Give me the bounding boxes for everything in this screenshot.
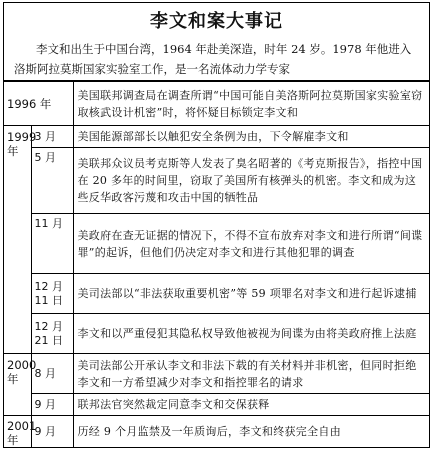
month-cell: 8 月 xyxy=(31,354,73,394)
event-text: 美政府在查无证据的情况下，不得不宣布放弃对李文和进行所谓“间谍罪”的起诉，但他们仍决定对李文和进行其他犯罪的调查 xyxy=(73,214,429,274)
event-text: 历经 9 个月监禁及一年质询后，李文和终获完全自由 xyxy=(73,416,429,448)
event-text: 美国联邦调查局在调查所谓“中国可能自美洛斯阿拉莫斯国家实验室窃取核武设计机密”时，将怀疑目标锁定李文和 xyxy=(73,82,429,126)
title-bar xyxy=(4,3,429,38)
table-row xyxy=(4,274,429,314)
year-cell: 1996 年 xyxy=(4,82,73,126)
event-text: 美联邦众议员考克斯等人发表了臭名昭著的《考克斯报告》，指控中国在 20 多年的时间里，窃取了美国所有核弹头的机密。李文和成为这些反华政客污蔑和攻击中国的牺牲品 xyxy=(73,148,429,214)
event-text: 联邦法官突然裁定同意李文和交保获释 xyxy=(73,394,429,416)
table-row xyxy=(4,314,429,354)
table-row xyxy=(4,416,429,448)
month-cell: 3 月 xyxy=(31,126,73,148)
event-text: 美国能源部部长以触犯安全条例为由，下令解雇李文和 xyxy=(73,126,429,148)
intro-paragraph: 李文和出生于中国台湾，1964 年赴美深造，时年 24 岁。1978 年他进入洛斯阿拉莫斯国家实验室工作，是一名流体动力学专家 xyxy=(4,37,429,81)
month-cell: 9 月 xyxy=(31,394,73,416)
chronology-table xyxy=(4,81,429,448)
month-cell: 9 月 xyxy=(31,416,73,448)
chronology-frame xyxy=(3,2,430,448)
month-cell: 11 月 xyxy=(31,214,73,274)
table-row xyxy=(4,394,429,416)
year-cell: 2001 年 xyxy=(4,416,31,448)
month-cell: 5 月 xyxy=(31,148,73,214)
table-row xyxy=(4,148,429,214)
event-text: 美司法部公开承认李文和非法下载的有关材料并非机密，但同时拒绝李文和一方希望减少对李文和指控罪名的请求 xyxy=(73,354,429,394)
month-cell: 12 月 11 日 xyxy=(31,274,73,314)
year-cell: 2000 年 xyxy=(4,354,31,416)
table-row xyxy=(4,82,429,126)
table-row xyxy=(4,126,429,148)
year-cell: 1999 年 xyxy=(4,126,31,354)
page-title: 李文和案大事记 xyxy=(150,11,283,32)
event-text: 美司法部以“非法获取重要机密”等 59 项罪名对李文和进行起诉逮捕 xyxy=(73,274,429,314)
table-row xyxy=(4,354,429,394)
month-cell: 12 月 21 日 xyxy=(31,314,73,354)
event-text: 李文和以严重侵犯其隐私权导致他被视为间谍为由将美政府推上法庭 xyxy=(73,314,429,354)
table-row xyxy=(4,214,429,274)
